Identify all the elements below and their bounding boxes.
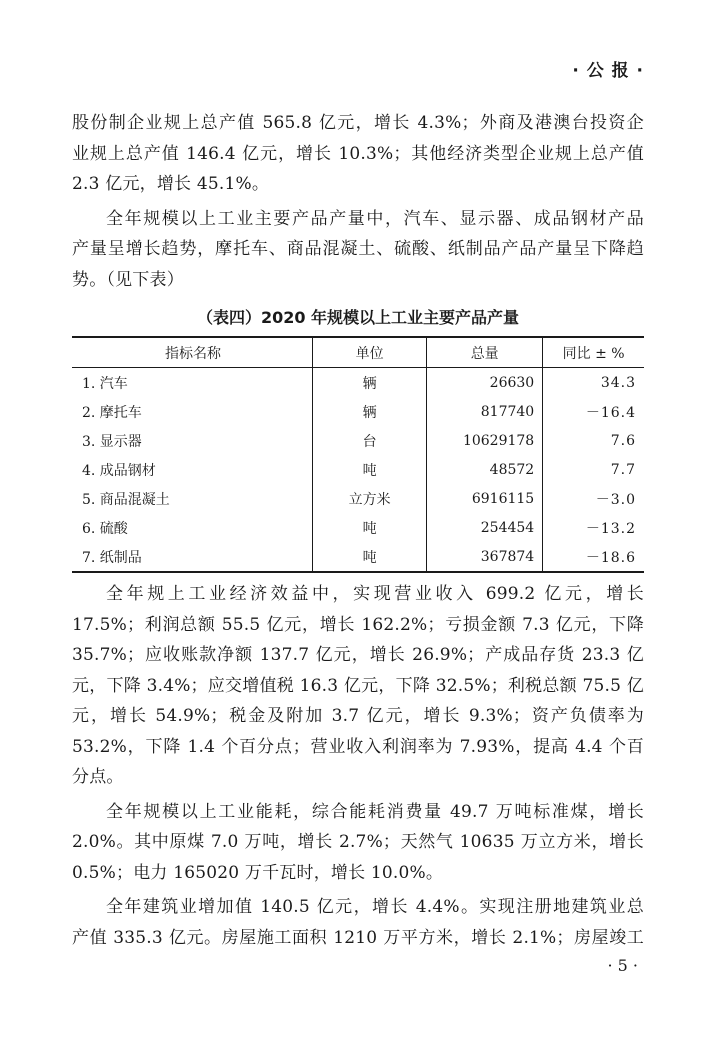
paragraph-line: 2.0%。其中原煤 7.0 万吨，增长 2.7%；天然气 10635 万立方米，增长 bbox=[72, 832, 644, 852]
page-number: · 5 · bbox=[607, 956, 638, 975]
paragraph-line: 股份制企业规上总产值 565.8 亿元，增长 4.3%；外商及港澳台投资企 bbox=[72, 113, 644, 133]
paragraph-line: 0.5%；电力 165020 万千瓦时，增长 10.0%。 bbox=[72, 862, 444, 883]
paragraph-line: 全年规上工业经济效益中，实现营业收入 699.2 亿元，增长 bbox=[106, 584, 644, 604]
cell-name: 3. 显示器 bbox=[82, 433, 142, 450]
paragraph-line: 势。（见下表） bbox=[72, 269, 184, 290]
cell-yoy: 34.3 bbox=[543, 368, 644, 398]
column-header-yoy: 同比 ± % bbox=[543, 337, 644, 368]
cell-yoy: －3.0 bbox=[543, 484, 644, 513]
cell-unit: 辆 bbox=[312, 397, 426, 426]
paragraphs-top bbox=[72, 108, 644, 295]
cell-unit: 吨 bbox=[312, 542, 426, 572]
cell-name: 2. 摩托车 bbox=[82, 404, 142, 421]
cell-yoy: 7.7 bbox=[543, 455, 644, 484]
cell-total: 48572 bbox=[427, 455, 543, 484]
cell-yoy: 7.6 bbox=[543, 426, 644, 455]
cell-name: 1. 汽车 bbox=[82, 375, 128, 392]
paragraph-line: 业规上总产值 146.4 亿元，增长 10.3%；其他经济类型企业规上总产值 bbox=[72, 143, 644, 164]
cell-name: 4. 成品钢材 bbox=[82, 462, 156, 479]
cell-total: 817740 bbox=[427, 397, 543, 426]
paragraph-line: 元，增长 54.9%；税金及附加 3.7 亿元，增长 9.3%；资产负债率为 bbox=[72, 706, 644, 726]
product-output-table bbox=[72, 336, 644, 573]
table-row bbox=[72, 455, 644, 484]
cell-unit: 台 bbox=[312, 426, 426, 455]
table-row bbox=[72, 426, 644, 455]
cell-total: 367874 bbox=[427, 542, 543, 572]
cell-total: 10629178 bbox=[427, 426, 543, 455]
cell-unit: 吨 bbox=[312, 455, 426, 484]
cell-total: 6916115 bbox=[427, 484, 543, 513]
cell-unit: 辆 bbox=[312, 368, 426, 398]
cell-yoy: －16.4 bbox=[543, 397, 644, 426]
column-header-total: 总量 bbox=[427, 337, 543, 368]
column-header-unit: 单位 bbox=[312, 337, 426, 368]
cell-yoy: －18.6 bbox=[543, 542, 644, 572]
paragraph-line: 分点。 bbox=[72, 767, 124, 787]
table-row bbox=[72, 368, 644, 398]
paragraphs-bottom bbox=[72, 579, 644, 953]
table-row bbox=[72, 397, 644, 426]
table-header-row bbox=[72, 337, 644, 368]
cell-yoy: －13.2 bbox=[543, 513, 644, 542]
paragraph-line: 53.2%，下降 1.4 个百分点；营业收入利润率为 7.93%，提高 4.4 个百 bbox=[72, 736, 644, 757]
cell-name: 5. 商品混凝土 bbox=[82, 491, 170, 508]
cell-total: 26630 bbox=[427, 368, 543, 398]
paragraph-line: 元，下降 3.4%；应交增值税 16.3 亿元，下降 32.5%；利税总额 75.5 亿 bbox=[72, 675, 644, 696]
paragraph-line: 17.5%；利润总额 55.5 亿元，增长 162.2%；亏损金额 7.3 亿元，下降 bbox=[72, 614, 644, 635]
cell-unit: 立方米 bbox=[312, 484, 426, 513]
paragraph-line: 全年建筑业增加值 140.5 亿元，增长 4.4%。实现注册地建筑业总 bbox=[106, 897, 644, 917]
column-header-name: 指标名称 bbox=[72, 337, 312, 368]
paragraph-line: 全年规模以上工业能耗，综合能耗消费量 49.7 万吨标准煤，增长 bbox=[106, 801, 644, 822]
page-content bbox=[72, 108, 644, 953]
paragraph-line: 产值 335.3 亿元。房屋施工面积 1210 万平方米，增长 2.1%；房屋竣工 bbox=[72, 927, 644, 948]
section-header: · 公 报 · bbox=[572, 61, 644, 81]
table-row bbox=[72, 542, 644, 572]
table-title: （表四）2020 年规模以上工业主要产品产量 bbox=[196, 308, 520, 327]
cell-name: 7. 纸制品 bbox=[82, 549, 142, 566]
table-row bbox=[72, 513, 644, 542]
paragraph-line: 2.3 亿元，增长 45.1%。 bbox=[72, 174, 270, 194]
cell-name: 6. 硫酸 bbox=[82, 520, 128, 537]
paragraph-line: 35.7%；应收账款净额 137.7 亿元，增长 26.9%；产成品存货 23.3 亿 bbox=[72, 645, 644, 665]
paragraph-line: 全年规模以上工业主要产品产量中，汽车、显示器、成品钢材产品 bbox=[106, 208, 644, 229]
paragraph-line: 产量呈增长趋势，摩托车、商品混凝土、硫酸、纸制品产品产量呈下降趋 bbox=[72, 239, 644, 259]
cell-unit: 吨 bbox=[312, 513, 426, 542]
cell-total: 254454 bbox=[427, 513, 543, 542]
table-row bbox=[72, 484, 644, 513]
